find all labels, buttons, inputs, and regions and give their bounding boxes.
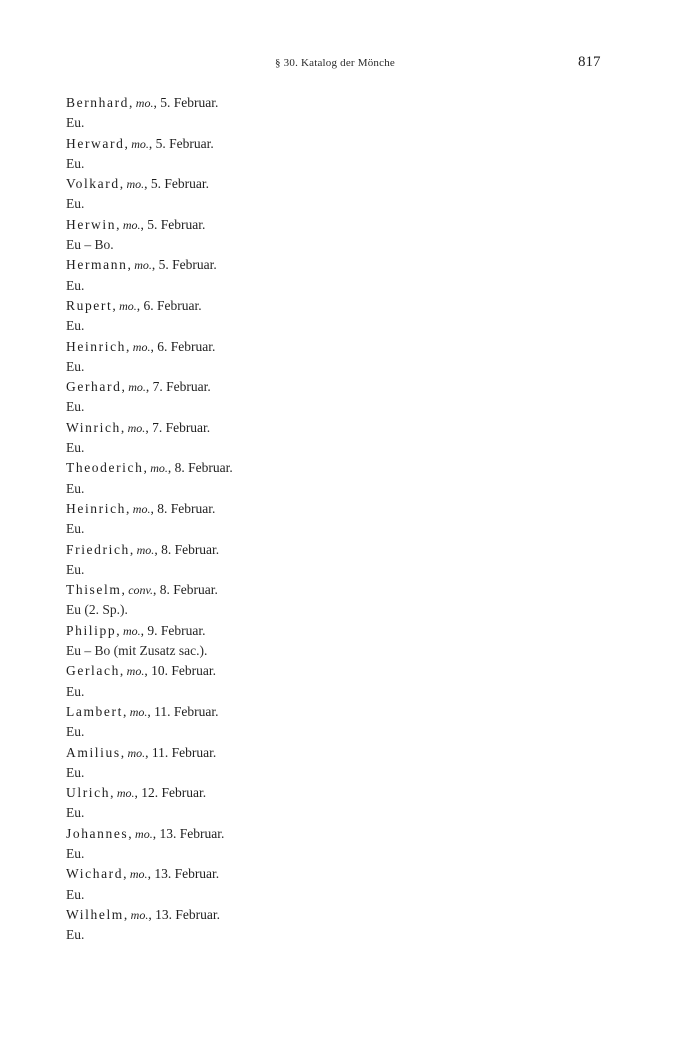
entry-source: Eu – Bo (mit Zusatz sac.). xyxy=(66,643,208,659)
obit-date: , 5. Februar. xyxy=(151,257,217,273)
monk-name: Herward xyxy=(66,135,125,151)
running-header xyxy=(0,54,700,73)
obit-date: , 6. Februar. xyxy=(136,297,202,313)
entry-heading xyxy=(66,580,626,600)
entry-source: Eu. xyxy=(66,399,85,415)
name-separator: , xyxy=(119,176,127,192)
monk-name: Rupert xyxy=(66,297,113,313)
monk-status: mo. xyxy=(130,907,149,922)
catalog-entry xyxy=(66,499,626,540)
obit-date: , 5. Februar. xyxy=(140,216,206,232)
monk-status: mo. xyxy=(119,298,137,313)
catalog-entry xyxy=(66,458,626,499)
monk-name: Hermann xyxy=(66,257,128,273)
entry-heading xyxy=(66,540,626,560)
obit-date: , 7. Februar. xyxy=(145,379,211,395)
monk-status: mo. xyxy=(135,826,153,841)
catalog-entry xyxy=(66,134,626,175)
name-separator: , xyxy=(124,135,132,151)
name-separator: , xyxy=(123,866,130,882)
entry-source: Eu – Bo. xyxy=(66,237,114,253)
monk-status: mo. xyxy=(122,623,141,638)
monk-name: Gerlach xyxy=(66,663,120,679)
entry-heading xyxy=(66,377,626,397)
catalog-entry xyxy=(66,255,626,296)
catalog-entry xyxy=(66,215,626,256)
monk-status: mo. xyxy=(122,217,141,232)
entry-heading xyxy=(66,824,626,844)
name-separator: , xyxy=(119,663,127,679)
entry-source: Eu. xyxy=(66,845,85,861)
name-separator: , xyxy=(126,338,133,354)
entry-source: Eu. xyxy=(66,277,85,293)
obit-date: , 13. Februar. xyxy=(152,825,225,841)
entry-source: Eu (2. Sp.). xyxy=(66,602,128,618)
monk-name: Amilius xyxy=(66,744,121,760)
catalog-entry xyxy=(66,296,626,337)
monk-status: mo. xyxy=(150,461,168,476)
entry-source: Eu. xyxy=(66,115,85,131)
obit-date: , 13. Februar. xyxy=(147,866,220,882)
name-separator: , xyxy=(121,379,129,395)
catalog-entry xyxy=(66,702,626,743)
name-separator: , xyxy=(120,744,128,760)
name-separator: , xyxy=(123,906,131,922)
obit-date: , 11. Februar. xyxy=(147,703,219,719)
entry-heading xyxy=(66,499,626,519)
obit-date: , 10. Februar. xyxy=(144,663,216,679)
entry-source: Eu. xyxy=(66,886,85,902)
monk-name: Theoderich xyxy=(66,460,144,476)
monk-status: mo. xyxy=(132,339,151,354)
monk-name: Herwin xyxy=(66,216,117,232)
entry-heading xyxy=(66,458,626,478)
monk-status: mo. xyxy=(129,867,148,882)
catalog-entry xyxy=(66,93,626,134)
entry-source: Eu. xyxy=(66,318,85,334)
monk-name: Winrich xyxy=(66,419,121,435)
monk-name: Friedrich xyxy=(66,541,130,557)
obit-date: , 12. Februar. xyxy=(134,785,207,801)
entry-heading xyxy=(66,215,626,235)
entry-heading xyxy=(66,255,626,275)
monk-status: mo. xyxy=(126,177,145,192)
name-separator: , xyxy=(116,622,123,638)
monk-name: Heinrich xyxy=(66,500,127,516)
monk-name: Volkard xyxy=(66,176,120,192)
catalog-entry xyxy=(66,174,626,215)
entry-heading xyxy=(66,702,626,722)
monk-status: mo. xyxy=(134,258,152,273)
catalog-entry xyxy=(66,580,626,621)
entry-heading xyxy=(66,864,626,884)
obit-date: , 8. Februar. xyxy=(167,460,233,476)
page-number: 817 xyxy=(578,54,601,70)
name-separator: , xyxy=(127,257,135,273)
catalog-entry xyxy=(66,864,626,905)
monk-status: mo. xyxy=(127,745,146,760)
entry-heading xyxy=(66,337,626,357)
monk-name: Lambert xyxy=(66,703,123,719)
name-separator: , xyxy=(122,703,130,719)
monk-status: mo. xyxy=(136,542,155,557)
entry-source: Eu. xyxy=(66,480,85,496)
entry-heading xyxy=(66,783,626,803)
monk-status: mo. xyxy=(116,786,135,801)
monk-status: mo. xyxy=(126,664,145,679)
catalog-entry xyxy=(66,661,626,702)
entry-heading xyxy=(66,93,626,113)
running-title: § 30. Katalog der Mönche xyxy=(275,57,395,69)
obit-date: , 6. Februar. xyxy=(150,338,216,354)
monk-status: mo. xyxy=(131,136,149,151)
entry-source: Eu. xyxy=(66,521,85,537)
entry-source: Eu. xyxy=(66,155,85,171)
entry-source: Eu. xyxy=(66,683,85,699)
obit-date: , 13. Februar. xyxy=(148,906,220,922)
name-separator: , xyxy=(112,297,120,313)
obit-date: , 11. Februar. xyxy=(145,744,217,760)
name-separator: , xyxy=(126,500,133,516)
entry-heading xyxy=(66,134,626,154)
monk-status: mo. xyxy=(132,501,151,516)
monk-name: Gerhard xyxy=(66,379,122,395)
monk-status: mo. xyxy=(128,380,146,395)
entry-heading xyxy=(66,418,626,438)
obit-date: , 7. Februar. xyxy=(145,419,211,435)
obit-date: , 9. Februar. xyxy=(140,622,206,638)
obit-date: , 5. Februar. xyxy=(153,95,219,110)
entry-source: Eu. xyxy=(66,561,85,577)
monk-name: Thiselm xyxy=(66,582,122,598)
entry-heading xyxy=(66,621,626,641)
name-separator: , xyxy=(116,216,123,232)
monk-status: mo. xyxy=(127,420,146,435)
name-separator: , xyxy=(128,825,136,841)
entry-heading xyxy=(66,743,626,763)
monk-name: Ulrich xyxy=(66,785,111,801)
catalog-entry xyxy=(66,743,626,784)
name-separator: , xyxy=(129,95,136,110)
entry-source: Eu. xyxy=(66,927,85,943)
catalog-entry xyxy=(66,540,626,581)
entry-source: Eu. xyxy=(66,724,85,740)
monk-name: Wichard xyxy=(66,866,124,882)
monk-name: Heinrich xyxy=(66,338,127,354)
catalog-entry xyxy=(66,418,626,459)
entry-source: Eu. xyxy=(66,805,85,821)
entry-source: Eu. xyxy=(66,764,85,780)
name-separator: , xyxy=(110,785,117,801)
obit-date: , 8. Februar. xyxy=(152,582,218,598)
name-separator: , xyxy=(129,541,137,557)
monk-name: Philipp xyxy=(66,622,117,638)
obit-date: , 5. Februar. xyxy=(148,135,214,151)
monk-catalog-list xyxy=(66,93,626,945)
entry-heading xyxy=(66,661,626,681)
entry-source: Eu. xyxy=(66,196,85,212)
monk-status: mo. xyxy=(129,704,148,719)
monk-name: Wilhelm xyxy=(66,906,124,922)
name-separator: , xyxy=(121,582,129,598)
catalog-entry xyxy=(66,905,626,946)
catalog-entry xyxy=(66,377,626,418)
entry-heading xyxy=(66,905,626,925)
monk-status: conv. xyxy=(128,583,153,598)
catalog-entry xyxy=(66,824,626,865)
catalog-entry xyxy=(66,337,626,378)
obit-date: , 8. Februar. xyxy=(154,541,220,557)
name-separator: , xyxy=(120,419,128,435)
entry-heading xyxy=(66,174,626,194)
monk-name: Bernhard xyxy=(66,95,130,110)
entry-source: Eu. xyxy=(66,358,85,374)
monk-name: Johannes xyxy=(66,825,129,841)
name-separator: , xyxy=(143,460,151,476)
obit-date: , 8. Februar. xyxy=(150,500,216,516)
monk-status: mo. xyxy=(135,96,154,110)
entry-source: Eu. xyxy=(66,440,85,456)
entry-heading xyxy=(66,296,626,316)
catalog-entry xyxy=(66,783,626,824)
obit-date: , 5. Februar. xyxy=(144,176,209,192)
catalog-entry xyxy=(66,621,626,662)
